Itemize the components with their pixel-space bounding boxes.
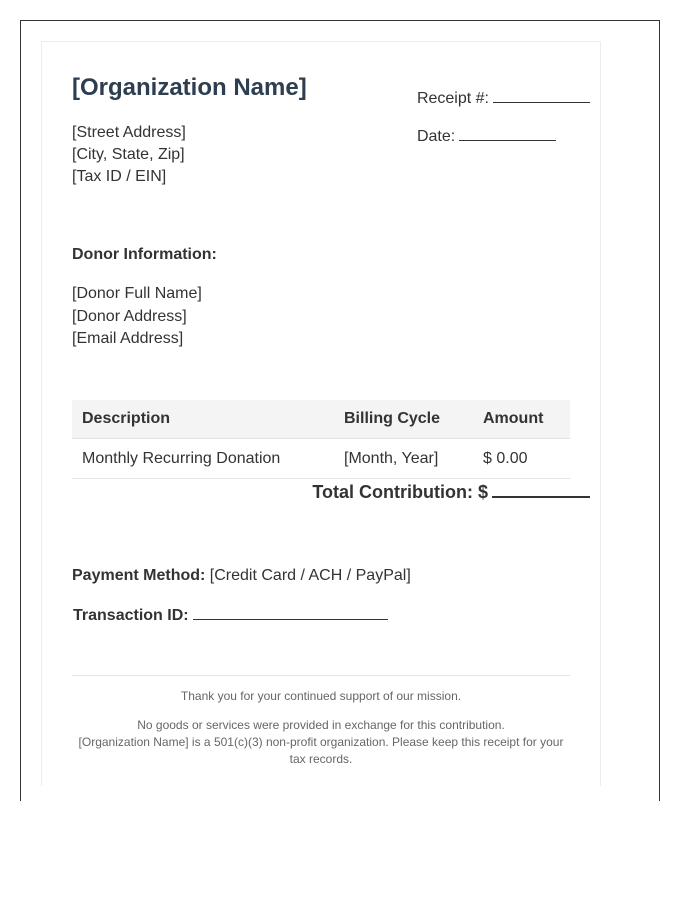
footer-divider (72, 675, 570, 676)
total-blank (492, 480, 590, 498)
column-header-billing-cycle: Billing Cycle (334, 400, 473, 439)
donor-info-heading: Donor Information: (72, 246, 217, 263)
no-goods-statement: No goods or services were provided in exchange for this contribution. (137, 718, 505, 732)
donor-name: [Donor Full Name] (72, 285, 202, 302)
date-row (417, 126, 590, 164)
receipt-number-row (417, 88, 590, 126)
table-row (72, 439, 570, 479)
total-contribution (312, 480, 590, 503)
payment-method-value: [Credit Card / ACH / PayPal] (209, 567, 411, 584)
payment-method (72, 567, 411, 585)
tax-id: [Tax ID / EIN] (72, 168, 167, 185)
transaction-id (73, 605, 388, 625)
total-label: Total Contribution: $ (312, 482, 488, 502)
row-amount: $ 0.00 (473, 439, 570, 479)
donor-address: [Donor Address] (72, 307, 187, 325)
thank-you-note: Thank you for your continued support of our mission. (180, 689, 462, 703)
donor-email: [Email Address] (72, 330, 184, 347)
donor-info-block (72, 283, 202, 351)
receipt-footer (72, 688, 570, 768)
nonprofit-statement: [Organization Name] is a 501(c)(3) non-profit organization. Please keep this receipt for your tax records. (78, 735, 564, 766)
city-state-zip: [City, State, Zip] (72, 146, 185, 163)
table-header-row (72, 400, 570, 439)
transaction-id-label: Transaction ID: (73, 607, 189, 624)
date-blank (459, 126, 556, 141)
column-header-amount: Amount (473, 400, 570, 439)
column-header-description: Description (72, 400, 334, 439)
receipt-number-label: Receipt #: (416, 90, 489, 107)
receipt-number-blank (493, 88, 590, 103)
transaction-id-blank (193, 605, 388, 620)
organization-name: [Organization Name] (72, 74, 307, 101)
row-billing-cycle: [Month, Year] (334, 439, 473, 479)
receipt-meta (417, 88, 590, 164)
row-description: Monthly Recurring Donation (72, 439, 334, 479)
payment-method-label: Payment Method: (72, 567, 206, 584)
donation-receipt (41, 41, 601, 786)
date-label: Date: (416, 128, 456, 145)
street-address: [Street Address] (72, 124, 186, 141)
donation-table (72, 400, 570, 479)
organization-address-block (72, 122, 186, 188)
